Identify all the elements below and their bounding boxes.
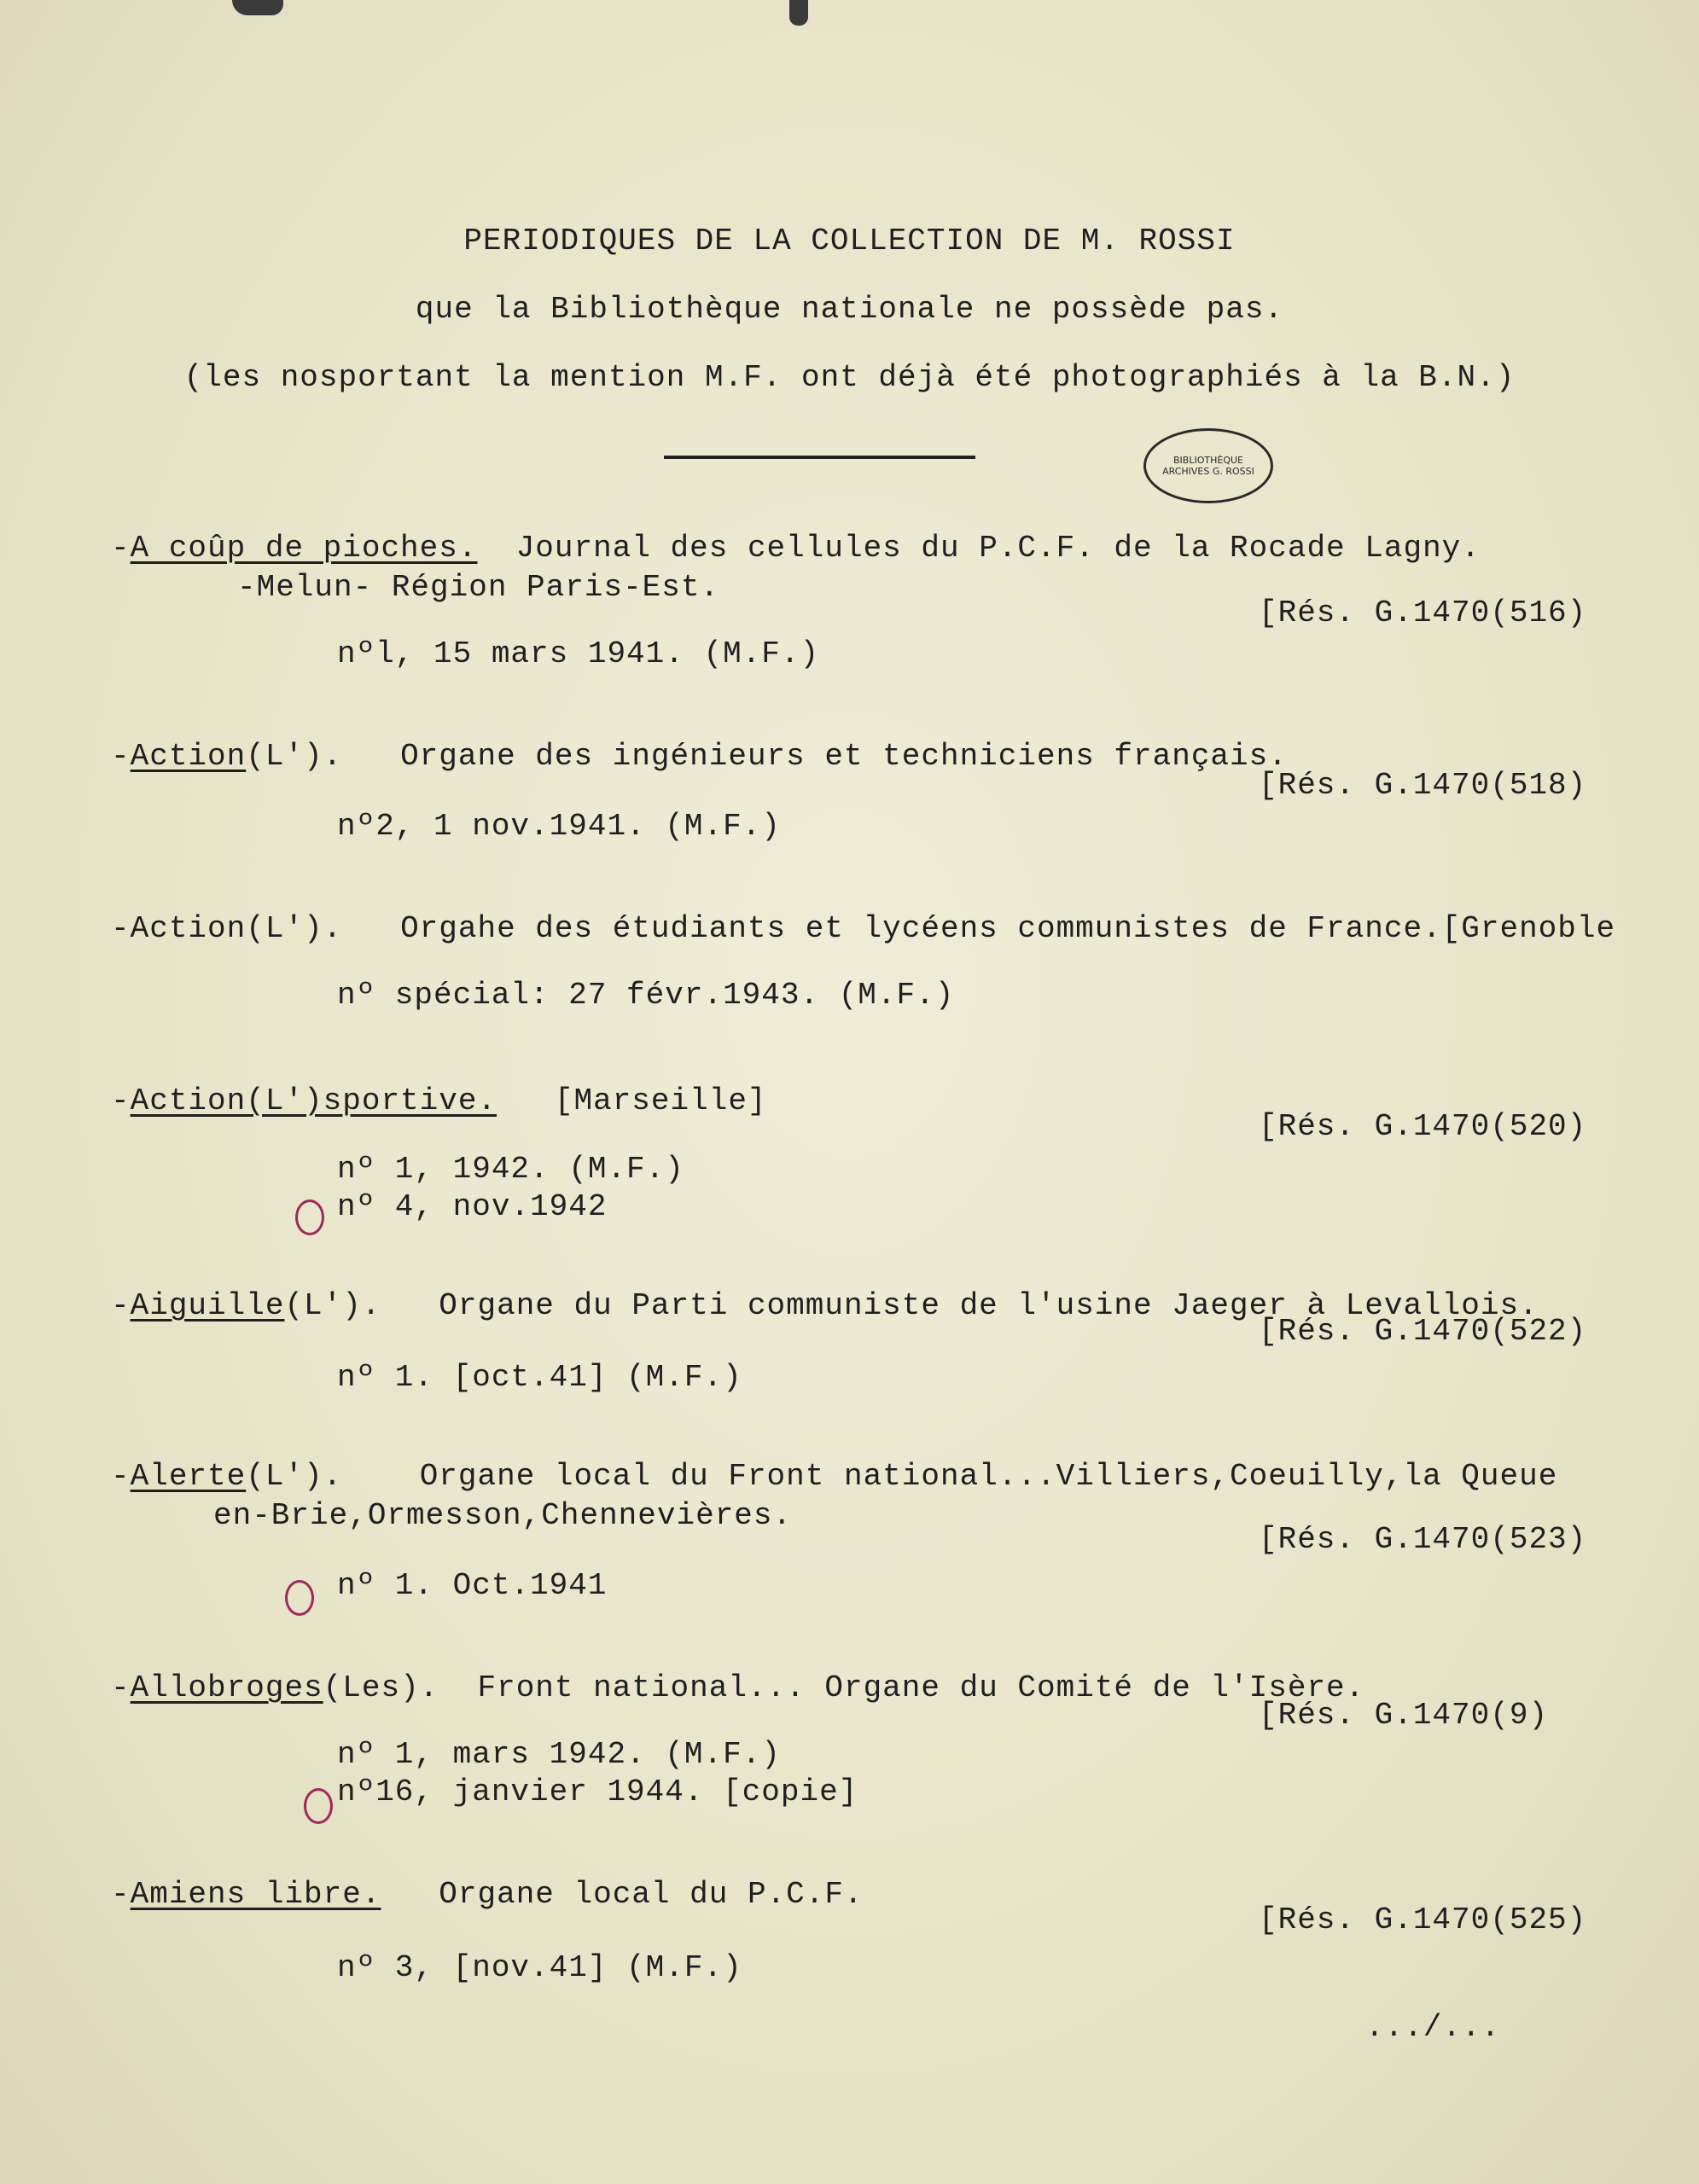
entry-issue: nº16, janvier 1944. [copie] xyxy=(337,1774,858,1809)
entry-desc: Organe du Parti communiste de l'usine Jaeger à Levallois. xyxy=(439,1288,1539,1323)
entry-cote: [Rés. G.1470(518) xyxy=(1259,768,1587,803)
entry-title: Action(L'). xyxy=(130,911,343,946)
entry-title: Alerte xyxy=(130,1459,247,1494)
entry-cote: [Rés. G.1470(520) xyxy=(1259,1109,1587,1144)
paper-tear-mark xyxy=(789,0,808,26)
entry-desc-cont: -Melun- Région Paris-Est. xyxy=(237,570,720,605)
entry-issue: nº 1. [oct.41] (M.F.) xyxy=(337,1360,742,1395)
entry-title: A coûp de pioches. xyxy=(130,531,478,566)
entry-title: Aiguille xyxy=(130,1288,285,1323)
entry-title-line: -Aiguille(L'). Organe du Parti communiste de l'usine Jaeger à Levallois. xyxy=(111,1288,1539,1323)
entry-title-line: -Action(L')sportive. [Marseille] xyxy=(111,1083,767,1118)
entry-issue: nº2, 1 nov.1941. (M.F.) xyxy=(337,809,781,844)
entry-title: Allobroges xyxy=(130,1670,323,1705)
entry-title-line: -A coûp de pioches. Journal des cellules du P.C.F. de la Rocade Lagny. xyxy=(111,531,1481,566)
entry-title: Amiens libre. xyxy=(130,1877,381,1912)
entry-title: Action(L')sportive. xyxy=(130,1083,497,1118)
handwritten-circle-mark xyxy=(285,1580,314,1616)
entry-desc: Front national... Organe du Comité de l'Isère. xyxy=(477,1670,1365,1705)
archive-stamp: BIBLIOTHÈQUE ARCHIVES G. ROSSI xyxy=(1143,428,1273,503)
entry-cote: [Rés. G.1470(516) xyxy=(1259,595,1587,630)
entry-desc: [Marseille] xyxy=(554,1083,767,1118)
entry-desc: Orgahe des étudiants et lycéens communistes de France.[Grenoble xyxy=(400,911,1616,946)
title-rule xyxy=(664,456,975,459)
continuation-mark: .../... xyxy=(1365,2010,1501,2045)
doc-subtitle: que la Bibliothèque nationale ne possède pas. xyxy=(415,292,1284,327)
doc-title: PERIODIQUES DE LA COLLECTION DE M. ROSSI xyxy=(463,224,1236,258)
entry-title-line: -Amiens libre. Organe local du P.C.F. xyxy=(111,1877,864,1912)
entry-issue: nºl, 15 mars 1941. (M.F.) xyxy=(337,636,820,671)
entry-cote: [Rés. G.1470(523) xyxy=(1259,1522,1587,1557)
entry-issue: nº 3, [nov.41] (M.F.) xyxy=(337,1950,742,1985)
entry-desc: Journal des cellules du P.C.F. de la Rocade Lagny. xyxy=(515,531,1481,566)
handwritten-circle-mark xyxy=(304,1788,333,1824)
entry-desc: Organe local du P.C.F. xyxy=(439,1877,864,1912)
entry-cote: [Rés. G.1470(9) xyxy=(1259,1698,1549,1733)
entry-title-line: -Action(L'). Organe des ingénieurs et techniciens français. xyxy=(111,739,1288,774)
entry-desc: Organe des ingénieurs et techniciens français. xyxy=(400,739,1288,774)
entry-title-line: -Alerte(L'). Organe local du Front national...Villiers,Coeuilly,la Queue xyxy=(111,1459,1558,1494)
entry-desc-cont: en-Brie,Ormesson,Chennevières. xyxy=(213,1498,793,1533)
entry-title-line: -Action(L'). Orgahe des étudiants et lycéens communistes de France.[Grenoble xyxy=(111,911,1616,946)
paper-tear-mark xyxy=(232,0,283,15)
entry-desc: Organe local du Front national...Villiers,Coeuilly,la Queue xyxy=(419,1459,1558,1494)
entry-issue: nº 4, nov.1942 xyxy=(337,1189,608,1224)
entry-issue: nº 1, 1942. (M.F.) xyxy=(337,1152,684,1187)
doc-note: (les nosportant la mention M.F. ont déjà été photographiés à la B.N.) xyxy=(183,360,1516,395)
entry-issue: nº spécial: 27 févr.1943. (M.F.) xyxy=(337,978,955,1013)
entry-title-line: -Allobroges(Les). Front national... Organe du Comité de l'Isère. xyxy=(111,1670,1365,1705)
entry-issue: nº 1, mars 1942. (M.F.) xyxy=(337,1737,781,1772)
entry-cote: [Rés. G.1470(522) xyxy=(1259,1314,1587,1349)
entry-cote: [Rés. G.1470(525) xyxy=(1259,1902,1587,1937)
handwritten-circle-mark xyxy=(295,1199,324,1235)
entry-title: Action xyxy=(130,739,247,774)
entry-issue: nº 1. Oct.1941 xyxy=(337,1568,608,1603)
